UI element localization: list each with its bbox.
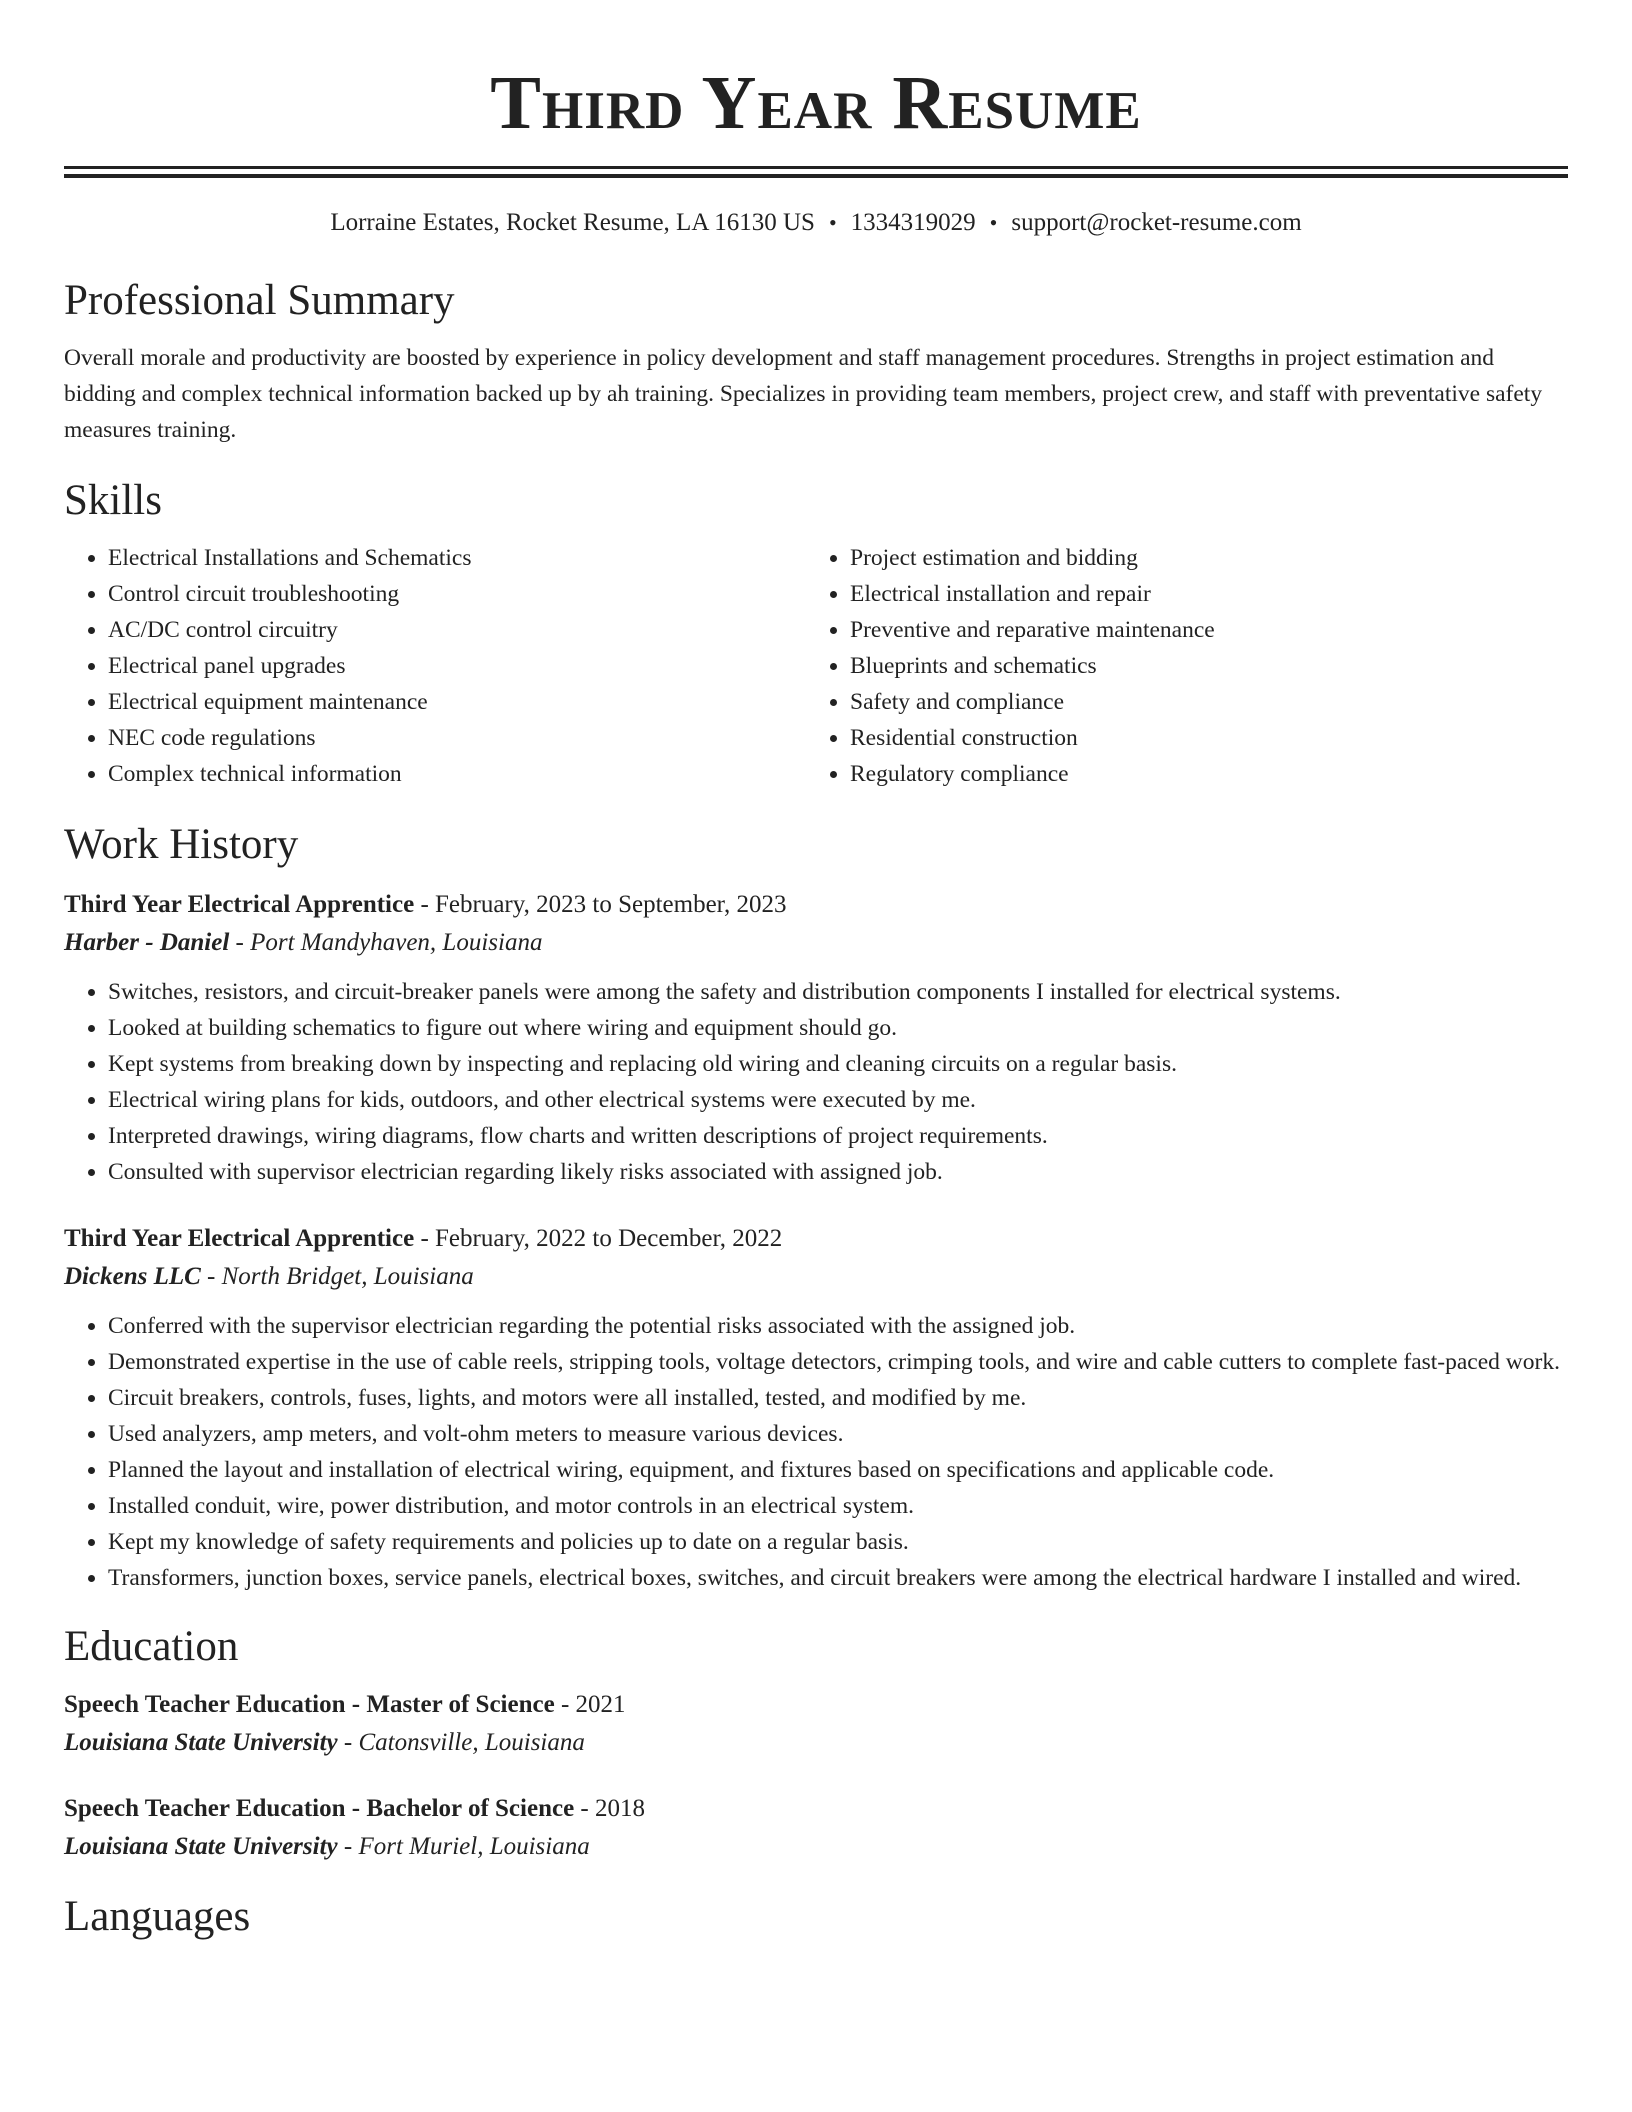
job-title: Third Year Electrical Apprentice (64, 1225, 415, 1252)
duty-item: • Switches, resistors, and circuit-breaker panels were among the safety and distribution components I installed for electrical systems. (108, 974, 1568, 1010)
job-header (64, 886, 1568, 924)
job-dates: - February, 2022 to December, 2022 (414, 1225, 783, 1252)
skill-item: • Electrical Installations and Schematics (108, 540, 806, 576)
resume-page (64, 0, 1568, 1942)
contact-separator: • (828, 210, 837, 235)
job-employer (64, 924, 1568, 962)
contact-separator: • (989, 210, 998, 235)
job-duties (64, 1308, 1568, 1596)
skills-column-right (806, 540, 1548, 792)
education-school-line (64, 1724, 1568, 1762)
job-company: Harber - Daniel (64, 929, 230, 956)
duty-item: • Used analyzers, amp meters, and volt-ohm meters to measure various devices. (108, 1416, 1568, 1452)
skill-item: • Electrical equipment maintenance (108, 684, 806, 720)
skill-item: • AC/DC control circuitry (108, 612, 806, 648)
contact-email: support@rocket-resume.com (1011, 209, 1302, 236)
job-location: - Port Mandyhaven, Louisiana (229, 929, 543, 956)
skill-item: • Project estimation and bidding (850, 540, 1548, 576)
duty-item: • Circuit breakers, controls, fuses, lights, and motors were all installed, tested, and modified by me. (108, 1380, 1568, 1416)
education-location: - Fort Muriel, Louisiana (337, 1833, 590, 1860)
duty-item: • Planned the layout and installation of electrical wiring, equipment, and fixtures based on specifications and applicable code. (108, 1452, 1568, 1488)
duty-item: • Looked at building schematics to figure out where wiring and equipment should go. (108, 1010, 1568, 1046)
resume-title: Third Year Resume (490, 61, 1142, 145)
work-history-heading: Work History (64, 821, 299, 868)
contact-address: Lorraine Estates, Rocket Resume, LA 16130 US (330, 209, 815, 236)
education-heading: Education (64, 1623, 239, 1670)
job-entry (64, 1220, 1568, 1596)
job-dates: - February, 2023 to September, 2023 (414, 891, 787, 918)
job-company: Dickens LLC (64, 1263, 201, 1290)
education-degree: Speech Teacher Education - Master of Science (64, 1691, 555, 1718)
skill-item: • Complex technical information (108, 756, 806, 792)
duty-item: • Electrical wiring plans for kids, outdoors, and other electrical systems were executed by me. (108, 1082, 1568, 1118)
education-school-line (64, 1828, 1568, 1866)
summary-heading: Professional Summary (64, 277, 455, 324)
skill-item: • NEC code regulations (108, 720, 806, 756)
job-header (64, 1220, 1568, 1258)
skill-item: • Blueprints and schematics (850, 648, 1548, 684)
skill-item: • Preventive and reparative maintenance (850, 612, 1548, 648)
education-school: Louisiana State University (64, 1729, 338, 1756)
skills-column-left (64, 540, 806, 792)
education-degree: Speech Teacher Education - Bachelor of Science (64, 1795, 575, 1822)
education-year: - 2018 (574, 1795, 645, 1822)
education-header (64, 1790, 1568, 1828)
contact-line (64, 208, 1568, 238)
skill-item: • Electrical installation and repair (850, 576, 1548, 612)
job-location: - North Bridget, Louisiana (200, 1263, 474, 1290)
education-entry (64, 1790, 1568, 1866)
duty-item: • Conferred with the supervisor electrician regarding the potential risks associated with the assigned job. (108, 1308, 1568, 1344)
job-duties (64, 974, 1568, 1190)
duty-item: • Interpreted drawings, wiring diagrams, flow charts and written descriptions of project requirements. (108, 1118, 1568, 1154)
job-employer (64, 1258, 1568, 1296)
skill-item: • Control circuit troubleshooting (108, 576, 806, 612)
skill-item: • Electrical panel upgrades (108, 648, 806, 684)
duty-item: • Installed conduit, wire, power distribution, and motor controls in an electrical system. (108, 1488, 1568, 1524)
languages-heading: Languages (64, 1893, 251, 1940)
skill-item: • Residential construction (850, 720, 1548, 756)
job-title: Third Year Electrical Apprentice (64, 891, 415, 918)
job-entry (64, 886, 1568, 1190)
title-divider (64, 166, 1568, 178)
summary-text: Overall morale and productivity are boosted by experience in policy development and staff management procedures. Strengths in project estimation and bidding and complex technical information backed up by ah training. Specializes in providing team members, project crew, and staff with preventative safety measures training. (64, 345, 1543, 443)
skill-item: • Regulatory compliance (850, 756, 1548, 792)
skill-item: • Safety and compliance (850, 684, 1548, 720)
education-school: Louisiana State University (64, 1833, 338, 1860)
duty-item: • Kept my knowledge of safety requirements and policies up to date on a regular basis. (108, 1524, 1568, 1560)
education-entry (64, 1686, 1568, 1762)
duty-item: • Kept systems from breaking down by inspecting and replacing old wiring and cleaning circuits on a regular basis. (108, 1046, 1568, 1082)
contact-phone: 1334319029 (850, 209, 976, 236)
duty-item: • Transformers, junction boxes, service panels, electrical boxes, switches, and circuit breakers were among the electrical hardware I installed and wired. (108, 1560, 1568, 1596)
skills-list (64, 540, 1568, 792)
education-header (64, 1686, 1568, 1724)
duty-item: • Demonstrated expertise in the use of cable reels, stripping tools, voltage detectors, crimping tools, and wire and cable cutters to complete fast-paced work. (108, 1344, 1568, 1380)
duty-item: • Consulted with supervisor electrician regarding likely risks associated with assigned job. (108, 1154, 1568, 1190)
education-year: - 2021 (554, 1691, 626, 1718)
skills-heading: Skills (64, 477, 162, 524)
education-location: - Catonsville, Louisiana (337, 1729, 585, 1756)
